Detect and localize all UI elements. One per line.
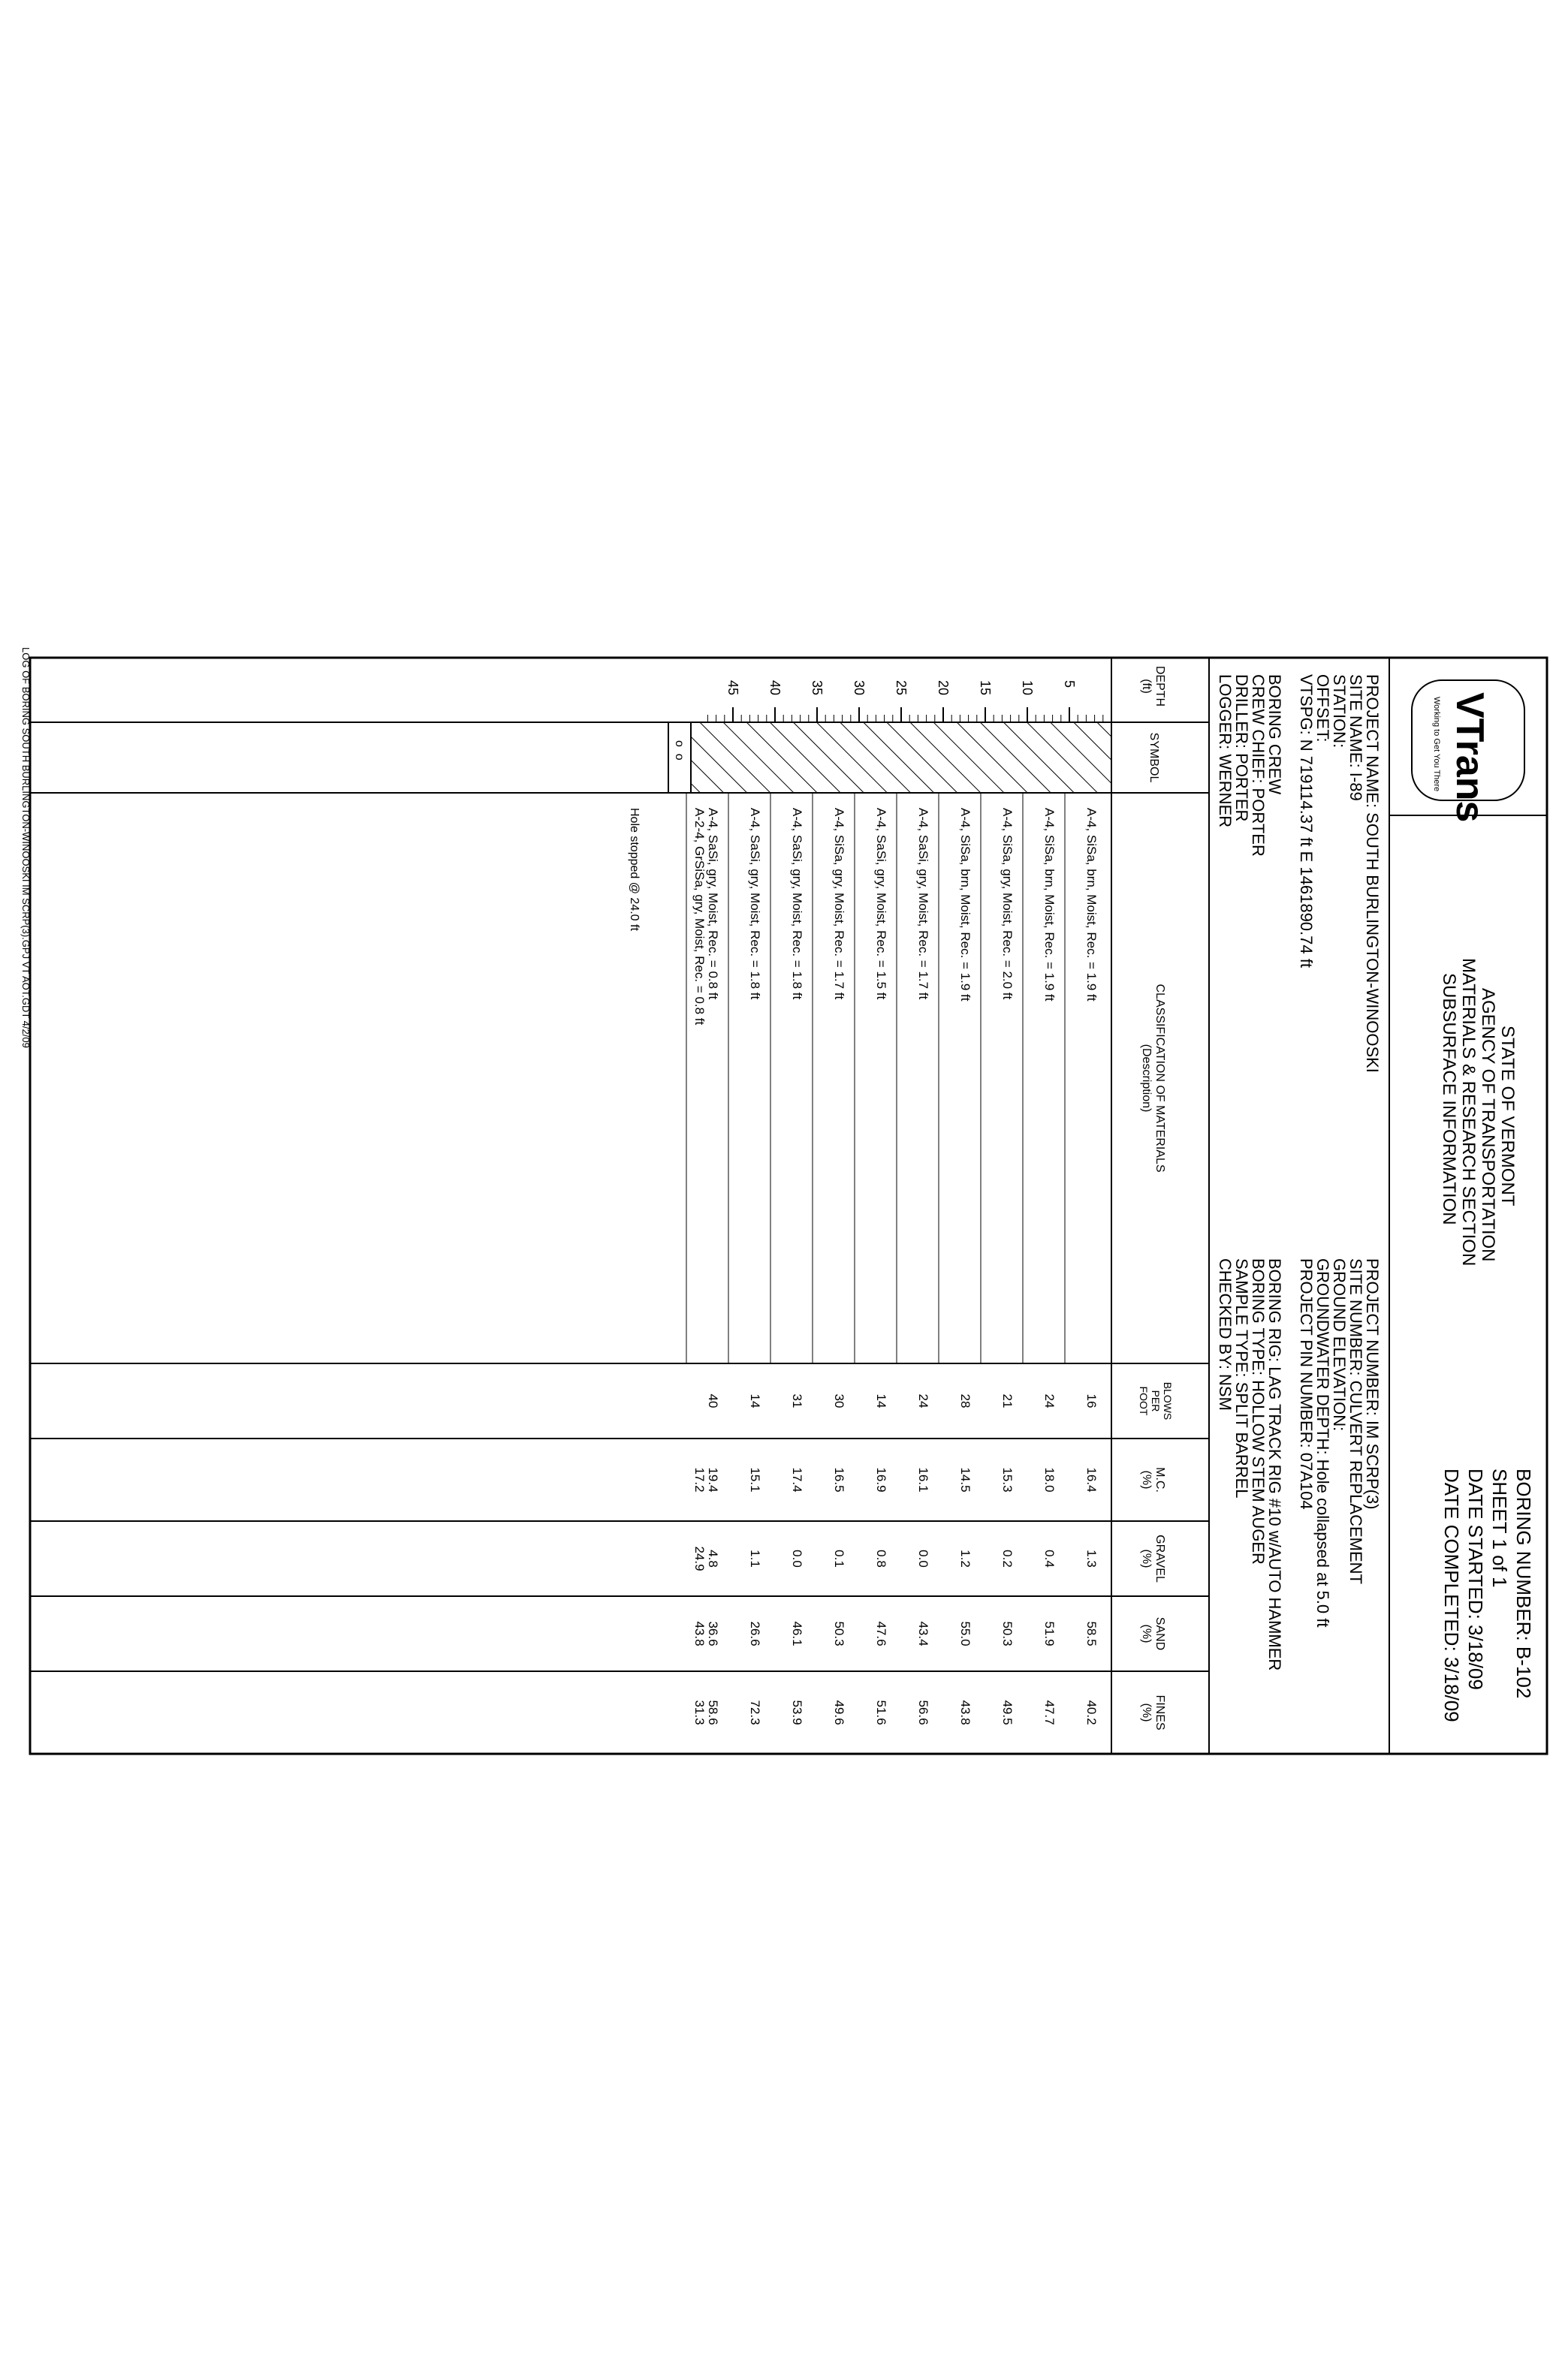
rotated-form [20, 647, 1547, 1754]
gravel-percent: 0.4 [1042, 1550, 1057, 1568]
site-name: SITE NAME: I-89 [1346, 674, 1365, 801]
sand-percent: 55.0 [958, 1621, 972, 1646]
gravel-percent: 4.8 [706, 1550, 720, 1568]
boring-info [1440, 1469, 1535, 1722]
project-name: PROJECT NAME: SOUTH BURLINGTON-WINOOSKI [1363, 674, 1382, 1073]
fines-header: FINES [1153, 1695, 1166, 1731]
sand-percent: 36.6 [706, 1621, 720, 1646]
sand-percent: 46.1 [790, 1621, 804, 1646]
boring-number: BORING NUMBER: B-102 [1512, 1469, 1535, 1699]
depth-axis [707, 680, 1111, 722]
sample-description: A-4, SiSa, brn, Moist, Rec. = 1.9 ft [1084, 808, 1099, 1002]
sample-rows [686, 793, 1099, 1725]
moisture-content: 15.1 [748, 1467, 762, 1493]
blows-per-foot: 16 [1084, 1393, 1099, 1408]
depth-header: DEPTH [1153, 665, 1166, 707]
groundwater-depth: GROUNDWATER DEPTH: Hole collapsed at 5.0 ft [1313, 1258, 1332, 1628]
moisture-content: 16.5 [832, 1467, 846, 1493]
sample-description: A-4, SaSi, gry, Moist, Rec. = 1.8 ft [790, 808, 804, 1000]
gravel-percent: 1.2 [958, 1550, 972, 1568]
depth-header-unit: (ft) [1140, 679, 1153, 694]
driller: DRILLER: PORTER [1232, 674, 1251, 822]
moisture-content: 16.4 [1084, 1467, 1099, 1493]
fines-percent: 47.7 [1042, 1700, 1057, 1725]
sample-description: A-4, SiSa, gry, Moist, Rec. = 1.7 ft [832, 808, 846, 1000]
fines-percent: 53.9 [790, 1700, 804, 1725]
sand-percent: 43.8 [692, 1621, 707, 1646]
checked-by: CHECKED BY: NSM [1216, 1258, 1235, 1411]
sand-percent: 43.4 [916, 1621, 930, 1646]
gravel-percent: 1.3 [1084, 1550, 1099, 1568]
site-number: SITE NUMBER: CULVERT REPLACEMENT [1346, 1258, 1365, 1584]
sample-description: A-4, SaSi, gry, Moist, Rec. = 1.5 ft [874, 808, 888, 1000]
sand-percent: 50.3 [832, 1621, 846, 1646]
moisture-content: 15.3 [1000, 1467, 1015, 1493]
sample-description: A-2-4, GrSiSa, gry, Moist, Rec. = 0.8 ft [692, 808, 707, 1026]
sample-description: A-4, SaSi, gry, Moist, Rec. = 1.8 ft [748, 808, 762, 1000]
project-pin: PROJECT PIN NUMBER: 07A104 [1297, 1258, 1316, 1510]
boring-type: BORING TYPE: HOLLOW STEM AUGER [1249, 1258, 1268, 1565]
moisture-content: 19.4 [706, 1467, 720, 1493]
sample-description: A-4, SiSa, brn, Moist, Rec. = 1.9 ft [1042, 808, 1057, 1002]
gravel-symbol-glyph: o o [673, 740, 686, 761]
classification-header: CLASSIFICATION OF MATERIALS [1153, 984, 1166, 1173]
blows-per-foot: 28 [958, 1393, 972, 1408]
agency-heading [1439, 958, 1518, 1266]
depth-tick-label: 45 [725, 680, 740, 696]
agency-line: STATE OF VERMONT [1497, 1026, 1518, 1207]
fines-percent: 49.6 [832, 1700, 846, 1725]
sample-row [1023, 793, 1057, 1725]
blows-per-foot: 31 [790, 1393, 804, 1408]
blows-header: PER [1150, 1390, 1162, 1412]
ground-elevation: GROUND ELEVATION: [1330, 1258, 1349, 1432]
crew-info [1216, 674, 1284, 1671]
agency-line: MATERIALS & RESEARCH SECTION [1458, 958, 1479, 1267]
project-info [1297, 674, 1382, 1627]
blows-per-foot: 24 [916, 1393, 930, 1408]
date-started: DATE STARTED: 3/18/09 [1464, 1469, 1487, 1690]
sand-percent: 51.9 [1042, 1621, 1057, 1646]
depth-tick-label: 5 [1062, 680, 1077, 688]
fines-percent: 40.2 [1084, 1700, 1099, 1725]
sample-description: A-4, SiSa, gry, Moist, Rec. = 2.0 ft [1000, 808, 1015, 1000]
logo-text: VTrans [1448, 692, 1491, 823]
sample-row [686, 793, 720, 1725]
gravel-percent: 0.0 [916, 1550, 930, 1568]
symbol-header: SYMBOL [1147, 732, 1160, 783]
sample-row [1065, 793, 1099, 1725]
moisture-content: 17.2 [692, 1467, 707, 1493]
depth-tick-label: 25 [894, 680, 909, 696]
blows-per-foot: 14 [748, 1393, 762, 1408]
sample-description: A-4, SaSi, gry, Moist, Rec. = 1.7 ft [916, 808, 930, 1000]
gravel-header: GRAVEL [1153, 1535, 1166, 1583]
project-number: PROJECT NUMBER: IM SCRP(3) [1363, 1258, 1382, 1510]
fines-percent: 72.3 [748, 1700, 762, 1725]
vtspg: VTSPG: N 719114.37 ft E 1461890.74 ft [1297, 674, 1316, 968]
blows-header: BLOWS [1162, 1381, 1174, 1420]
blows-header: FOOT [1138, 1386, 1150, 1416]
moisture-content: 14.5 [958, 1467, 972, 1493]
depth-tick-label: 15 [978, 680, 993, 696]
gravel-percent: 0.1 [832, 1550, 846, 1568]
blows-per-foot: 21 [1000, 1393, 1015, 1408]
footer-path: LOG OF BORING SOUTH BURLINGTON-WINOOSKI IM SCRP(3).GPJ VT AOT.GDT 4/2/09 [20, 647, 32, 1048]
sand-percent: 58.5 [1084, 1621, 1099, 1646]
crew-heading: BORING CREW [1265, 674, 1284, 795]
blows-per-foot: 40 [706, 1393, 720, 1408]
fines-percent: 43.8 [958, 1700, 972, 1725]
gravel-percent: 0.0 [790, 1550, 804, 1568]
log-table [30, 658, 1209, 1754]
classification-subheader: (Description) [1140, 1044, 1153, 1113]
moisture-content: 17.4 [790, 1467, 804, 1493]
title-block [1216, 658, 1547, 1754]
sand-percent: 50.3 [1000, 1621, 1015, 1646]
sample-row [813, 793, 846, 1725]
depth-tick-label: 30 [852, 680, 867, 696]
fines-percent: 56.6 [916, 1700, 930, 1725]
sample-row [897, 793, 930, 1725]
gravel-percent: 24.9 [692, 1546, 707, 1571]
sample-row [981, 793, 1015, 1725]
moisture-content: 16.9 [874, 1467, 888, 1493]
crew-chief: CREW CHIEF: PORTER [1249, 674, 1268, 857]
moisture-content: 18.0 [1042, 1467, 1057, 1493]
fines-percent: 51.6 [874, 1700, 888, 1725]
blows-per-foot: 14 [874, 1393, 888, 1408]
depth-tick-label: 35 [810, 680, 825, 696]
sand-percent: 26.6 [748, 1621, 762, 1646]
offset: OFFSET: [1313, 674, 1332, 743]
sample-description: A-4, SiSa, brn, Moist, Rec. = 1.9 ft [958, 808, 972, 1002]
sand-percent: 47.6 [874, 1621, 888, 1646]
sheet-number: SHEET 1 of 1 [1488, 1469, 1511, 1588]
moisture-content: 16.1 [916, 1467, 930, 1493]
fines-header-unit: (%) [1140, 1703, 1153, 1722]
sample-row [855, 793, 888, 1725]
sample-type: SAMPLE TYPE: SPLIT BARREL [1232, 1258, 1251, 1499]
sand-header: SAND [1153, 1616, 1166, 1651]
date-completed: DATE COMPLETED: 3/18/09 [1440, 1469, 1463, 1722]
soil-symbol-hatch [691, 722, 1111, 793]
fines-percent: 58.6 [706, 1700, 720, 1725]
fines-percent: 49.5 [1000, 1700, 1015, 1725]
hole-stopped-note: Hole stopped @ 24.0 ft [628, 808, 641, 931]
station: STATION: [1330, 674, 1349, 749]
gravel-percent: 1.1 [748, 1550, 762, 1568]
gravel-header-unit: (%) [1140, 1549, 1153, 1568]
depth-tick-label: 20 [936, 680, 951, 696]
boring-rig: BORING RIG: LAG TRACK RIG #10 w/AUTO HAMMER [1265, 1258, 1284, 1671]
gravel-percent: 0.8 [874, 1550, 888, 1568]
blows-per-foot: 24 [1042, 1393, 1057, 1408]
gravel-percent: 0.2 [1000, 1550, 1015, 1568]
agency-line: AGENCY OF TRANSPORTATION [1478, 988, 1498, 1262]
fines-percent: 31.3 [692, 1700, 707, 1725]
logger: LOGGER: WERNER [1216, 674, 1235, 828]
logo-tagline: Working to Get You There [1432, 697, 1441, 792]
depth-tick-label: 40 [767, 680, 782, 696]
agency-line: SUBSURFACE INFORMATION [1439, 973, 1459, 1225]
blows-per-foot: 30 [832, 1393, 846, 1408]
sample-row [770, 793, 804, 1725]
sand-header-unit: (%) [1140, 1624, 1153, 1643]
sample-description: A-4, SaSi, gry, Moist, Rec. = 0.8 ft [706, 808, 720, 1000]
mc-header: M.C. [1153, 1467, 1166, 1493]
sample-row [728, 793, 762, 1725]
mc-header-unit: (%) [1140, 1470, 1153, 1490]
column-headers [1138, 666, 1174, 1731]
depth-tick-label: 10 [1020, 680, 1035, 696]
sample-row [939, 793, 972, 1725]
vtrans-logo [1412, 680, 1524, 822]
